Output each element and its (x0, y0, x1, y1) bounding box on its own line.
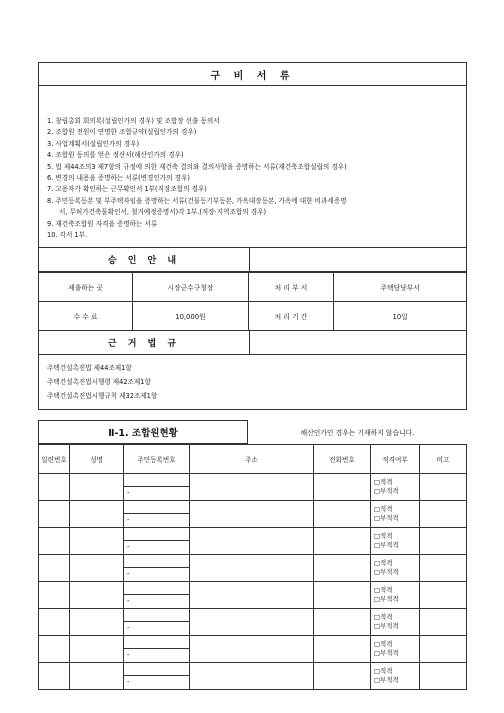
member-no-cell[interactable] (39, 663, 70, 690)
member-no-cell[interactable] (39, 555, 70, 582)
member-address-cell[interactable] (190, 528, 314, 555)
eligible-checkbox[interactable]: □적격 (374, 532, 393, 541)
member-phone-cell[interactable] (314, 501, 371, 528)
member-row (39, 609, 467, 636)
member-phone-cell[interactable] (314, 528, 371, 555)
member-eligible-cell[interactable] (371, 501, 420, 528)
member-phone-cell[interactable] (314, 474, 371, 501)
eligible-checkbox[interactable]: □적격 (374, 505, 393, 514)
member-id-cell[interactable] (124, 555, 190, 582)
col-eligible: 적격여부 (371, 445, 420, 474)
document-item: 10. 각서 1부. (47, 231, 88, 240)
col-name: 성명 (70, 445, 124, 474)
documents-list (38, 86, 467, 248)
member-phone-cell[interactable] (314, 663, 371, 690)
eligible-checkbox[interactable]: □적격 (374, 586, 393, 595)
member-phone-cell[interactable] (314, 582, 371, 609)
member-row (39, 474, 467, 501)
eligible-checkbox[interactable]: □적격 (374, 667, 393, 676)
member-address-cell[interactable] (190, 663, 314, 690)
id-dash: - (127, 597, 130, 606)
id-dash: - (127, 570, 130, 579)
member-row (39, 501, 467, 528)
member-row (39, 555, 467, 582)
member-row (39, 636, 467, 663)
col-phone: 전화번호 (314, 445, 371, 474)
eligible-checkbox[interactable]: □적격 (374, 559, 393, 568)
ineligible-checkbox[interactable]: □부적격 (374, 568, 399, 577)
col-remarks: 비고 (420, 445, 467, 474)
basis-laws (38, 355, 467, 410)
member-name-cell[interactable] (70, 636, 124, 663)
dept-value: 주택담당부서 (334, 273, 467, 302)
member-row (39, 528, 467, 555)
document-item: 3. 사업계획서(설립인가의 경우) (47, 139, 140, 148)
members-title: Ⅱ-1. 조합원현황 (38, 420, 248, 444)
ineligible-checkbox[interactable]: □부적격 (374, 649, 399, 658)
member-id-cell[interactable] (124, 528, 190, 555)
member-remarks-cell[interactable] (420, 582, 467, 609)
member-no-cell[interactable] (39, 528, 70, 555)
member-no-cell[interactable] (39, 609, 70, 636)
document-item: 1. 창립총회 회의록(설립인가의 경우) 및 조합장 선출 동의서 (47, 117, 220, 125)
basis-header (38, 331, 467, 355)
approval-header (38, 248, 467, 272)
member-eligible-cell[interactable] (371, 474, 420, 501)
member-id-cell[interactable] (124, 663, 190, 690)
member-id-cell[interactable] (124, 501, 190, 528)
member-eligible-cell[interactable] (371, 663, 420, 690)
member-name-cell[interactable] (70, 582, 124, 609)
fee-value: 10,000원 (133, 302, 249, 331)
eligible-checkbox[interactable]: □적격 (374, 478, 393, 487)
law-item: 주택건설촉진법시행규칙 제32조제1항 (47, 392, 158, 401)
member-address-cell[interactable] (190, 474, 314, 501)
member-address-cell[interactable] (190, 636, 314, 663)
document-item: 9. 재건축조합원 자격을 증명하는 서류 (47, 219, 158, 228)
member-eligible-cell[interactable] (371, 528, 420, 555)
members-header (38, 420, 467, 444)
document-item: 7. 고용자가 확인하는 근무확인서 1부(직장조합의 경우) (47, 185, 207, 194)
member-remarks-cell[interactable] (420, 501, 467, 528)
document-item: 8. 주민등록등본 및 부주택자임을 증명하는 서류(건물등기부등본, 가옥대장등본, 가옥에 대한 비과세증명 (47, 196, 347, 205)
document-item: 5. 법 제44조의3 제7항의 규정에 의한 재건축 결의와 결의사항을 증명하는 서류(재건축조합설립의 경우) (47, 162, 347, 171)
member-id-cell[interactable] (124, 582, 190, 609)
member-eligible-cell[interactable] (371, 636, 420, 663)
eligible-checkbox[interactable]: □적격 (374, 640, 393, 649)
member-name-cell[interactable] (70, 663, 124, 690)
ineligible-checkbox[interactable]: □부적격 (374, 514, 399, 523)
ineligible-checkbox[interactable]: □부적격 (374, 487, 399, 496)
member-address-cell[interactable] (190, 501, 314, 528)
documents-title: 구 비 서 류 (38, 62, 467, 86)
col-address: 주소 (190, 445, 314, 474)
member-row (39, 663, 467, 690)
member-remarks-cell[interactable] (420, 474, 467, 501)
id-dash: - (127, 651, 130, 660)
member-id-cell[interactable] (124, 609, 190, 636)
member-eligible-cell[interactable] (371, 609, 420, 636)
dept-label: 처 리 부 서 (248, 273, 334, 302)
member-id-cell[interactable] (124, 636, 190, 663)
col-no: 일련번호 (39, 445, 70, 474)
member-id-cell[interactable] (124, 474, 190, 501)
member-address-cell[interactable] (190, 609, 314, 636)
law-item: 주택건설촉진법 제44조제1항 (47, 364, 132, 373)
member-no-cell[interactable] (39, 636, 70, 663)
member-remarks-cell[interactable] (420, 663, 467, 690)
law-item: 주택건설촉진법시행령 제42조제1항 (47, 378, 151, 387)
member-address-cell[interactable] (190, 555, 314, 582)
approval-title: 승 인 안 내 (39, 248, 250, 271)
member-no-cell[interactable] (39, 474, 70, 501)
member-name-cell[interactable] (70, 555, 124, 582)
col-id: 주민등록번호 (124, 445, 190, 474)
member-address-cell[interactable] (190, 582, 314, 609)
id-dash: - (127, 624, 130, 633)
member-remarks-cell[interactable] (420, 555, 467, 582)
member-remarks-cell[interactable] (420, 528, 467, 555)
approval-table (38, 272, 467, 331)
basis-title: 근 거 법 규 (39, 331, 250, 354)
member-no-cell[interactable] (39, 582, 70, 609)
ineligible-checkbox[interactable]: □부적격 (374, 676, 399, 685)
ineligible-checkbox[interactable]: □부적격 (374, 541, 399, 550)
member-name-cell[interactable] (70, 528, 124, 555)
id-dash: - (127, 516, 130, 525)
eligible-checkbox[interactable]: □적격 (374, 613, 393, 622)
document-item: 6. 변경의 내용을 증명하는 서류(변경인가의 경우) (47, 174, 190, 183)
ineligible-checkbox[interactable]: □부적격 (374, 622, 399, 631)
member-remarks-cell[interactable] (420, 609, 467, 636)
member-phone-cell[interactable] (314, 555, 371, 582)
period-label: 처 리 기 간 (248, 302, 334, 331)
document-item: 4. 조합원 동의를 얻은 정산서(해산인가의 경우) (47, 151, 184, 160)
member-name-cell[interactable] (70, 609, 124, 636)
member-row (39, 582, 467, 609)
member-name-cell[interactable] (70, 474, 124, 501)
fee-label: 수 수 료 (39, 302, 133, 331)
members-note: 해산인가인 경우는 기재하지 않습니다. (300, 429, 415, 438)
application-form (38, 62, 467, 690)
id-dash: - (127, 543, 130, 552)
id-dash: - (127, 678, 130, 687)
members-table (38, 444, 467, 690)
member-eligible-cell[interactable] (371, 582, 420, 609)
member-name-cell[interactable] (70, 501, 124, 528)
document-item: 2. 조합원 전원이 연명한 조합규약(설립인가의 경우) (47, 128, 197, 137)
ineligible-checkbox[interactable]: □부적격 (374, 595, 399, 604)
submit-label: 제출하는 곳 (39, 273, 133, 302)
member-phone-cell[interactable] (314, 609, 371, 636)
document-item: 서, 무허가건축물확인서, 철거예정증명서)각 1부.(직장·지역조합의 경우) (59, 208, 267, 217)
submit-value: 시장군수구청장 (133, 273, 249, 302)
id-dash: - (127, 489, 130, 498)
member-remarks-cell[interactable] (420, 636, 467, 663)
period-value: 10일 (334, 302, 467, 331)
member-no-cell[interactable] (39, 501, 70, 528)
member-phone-cell[interactable] (314, 636, 371, 663)
member-eligible-cell[interactable] (371, 555, 420, 582)
